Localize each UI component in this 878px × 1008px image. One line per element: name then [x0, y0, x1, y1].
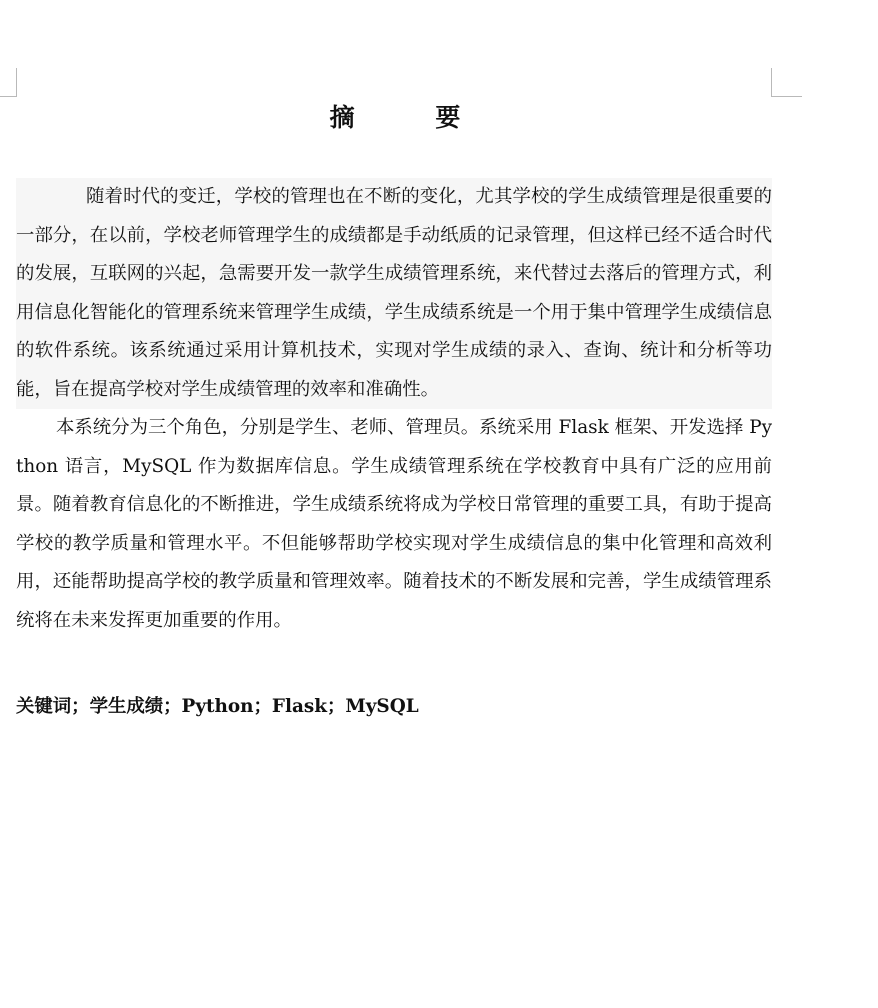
keywords-line: 关键词；学生成绩；Python；Flask；MySQL: [16, 696, 419, 717]
page-corner-mark-left: [0, 68, 17, 97]
abstract-paragraph-2: 本系统分为三个角色，分别是学生、老师、管理员。系统采用 Flask 框架、开发选择 Python 语言，MySQL 作为数据库信息。学生成绩管理系统在学校教育中具有广泛的应用前景。随着教育信息化的不断推进，学生成绩系统将成为学校日常管理的重要工具，有助于提高学校的教学质量和管理水平。不但能够帮助学校实现对学生成绩信息的集中化管理和高效利用，还能帮助提高学校的教学质量和管理效率。随着技术的不断发展和完善，学生成绩管理系统将在未来发挥更加重要的作用。: [16, 417, 772, 631]
abstract-body: [16, 178, 772, 640]
page-corner-mark-right: [771, 68, 802, 97]
page-title: 摘 要: [329, 103, 497, 132]
abstract-paragraph-1: 随着时代的变迁，学校的管理也在不断的变化，尤其学校的学生成绩管理是很重要的一部分，在以前，学校老师管理学生的成绩都是手动纸质的记录管理，但这样已经不适合时代的发展，互联网的兴起，急需要开发一款学生成绩管理系统，来代替过去落后的管理方式，利用信息化智能化的管理系统来管理学生成绩，学生成绩系统是一个用于集中管理学生成绩信息的软件系统。该系统通过采用计算机技术，实现对学生成绩的录入、查询、统计和分析等功能，旨在提高学校对学生成绩管理的效率和准确性。: [16, 178, 772, 409]
